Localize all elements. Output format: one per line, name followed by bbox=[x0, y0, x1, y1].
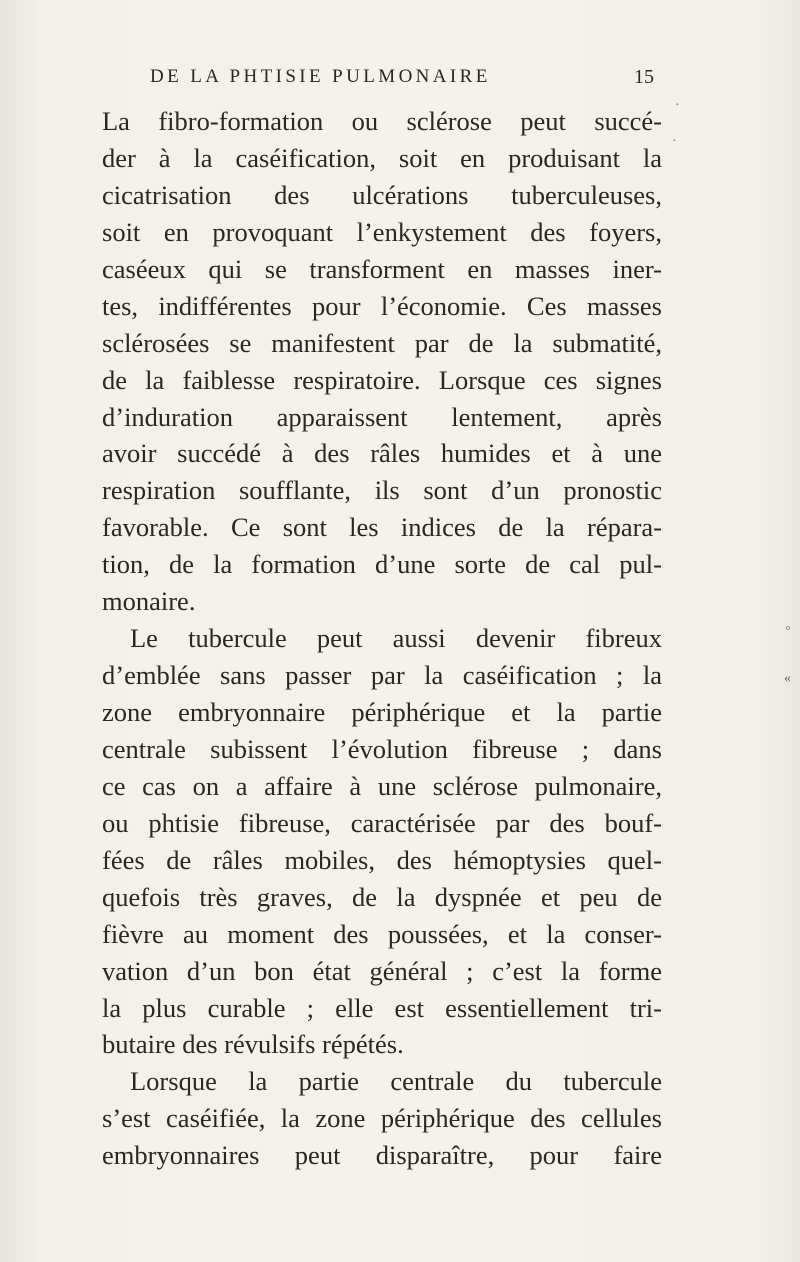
text-line: ou phtisie fibreuse, caractérisée par des bouf- bbox=[102, 807, 662, 838]
text-line: caséeux qui se transforment en masses iner- bbox=[102, 253, 662, 284]
margin-speck: · bbox=[675, 98, 680, 113]
body-text bbox=[102, 103, 662, 1174]
text-line: der à la caséification, soit en produisant la bbox=[102, 142, 662, 173]
text-line: zone embryonnaire périphérique et la partie bbox=[102, 697, 662, 727]
text-line: La fibro-formation ou sclérose peut succé- bbox=[102, 106, 662, 136]
text-line: fièvre au moment des poussées, et la conser- bbox=[102, 918, 662, 949]
text-line: avoir succédé à des râles humides et à une bbox=[102, 438, 662, 469]
text-line: ce cas on a affaire à une sclérose pulmonaire, bbox=[102, 770, 662, 801]
margin-speck: « bbox=[784, 671, 791, 686]
text-line: cicatrisation des ulcérations tuberculeuses, bbox=[102, 179, 662, 210]
text-line: soit en provoquant l’enkystement des foyers, bbox=[102, 216, 662, 247]
text-line: butaire des révulsifs répétés. bbox=[102, 1029, 404, 1060]
text-line: d’induration apparaissent lentement, après bbox=[102, 401, 662, 432]
text-line: s’est caséifiée, la zone périphérique des cellules bbox=[102, 1103, 662, 1134]
text-line: la plus curable ; elle est essentiellement tri- bbox=[102, 992, 662, 1023]
text-line: sclérosées se manifestent par de la submatité, bbox=[102, 327, 662, 358]
text-line: de la faiblesse respiratoire. Lorsque ces signes bbox=[102, 364, 662, 395]
text-line: embryonnaires peut disparaître, pour faire bbox=[102, 1140, 662, 1171]
text-line: tion, de la formation d’une sorte de cal pul- bbox=[102, 549, 662, 580]
text-line: Lorsque la partie centrale du tubercule bbox=[130, 1066, 662, 1097]
running-title: DE LA PHTISIE PULMONAIRE bbox=[150, 66, 491, 87]
text-line: quefois très graves, de la dyspnée et peu de bbox=[102, 881, 662, 912]
text-line: centrale subissent l’évolution fibreuse ; dans bbox=[102, 733, 662, 764]
text-line: favorable. Ce sont les indices de la répara- bbox=[102, 512, 662, 543]
text-line: fées de râles mobiles, des hémoptysies quel- bbox=[102, 844, 662, 875]
text-line: Le tubercule peut aussi devenir fibreux bbox=[130, 623, 662, 654]
text-line: respiration soufflante, ils sont d’un pronostic bbox=[102, 475, 662, 506]
page-header bbox=[0, 66, 800, 90]
text-line: d’emblée sans passer par la caséification ; la bbox=[102, 660, 662, 691]
text-line: vation d’un bon état général ; c’est la forme bbox=[102, 955, 662, 986]
text-line: tes, indifférentes pour l’économie. Ces masses bbox=[102, 290, 662, 321]
page-number: 15 bbox=[634, 66, 654, 88]
margin-speck: ᵒ bbox=[786, 623, 791, 638]
margin-speck: · bbox=[672, 134, 677, 149]
text-line: monaire. bbox=[102, 586, 196, 617]
